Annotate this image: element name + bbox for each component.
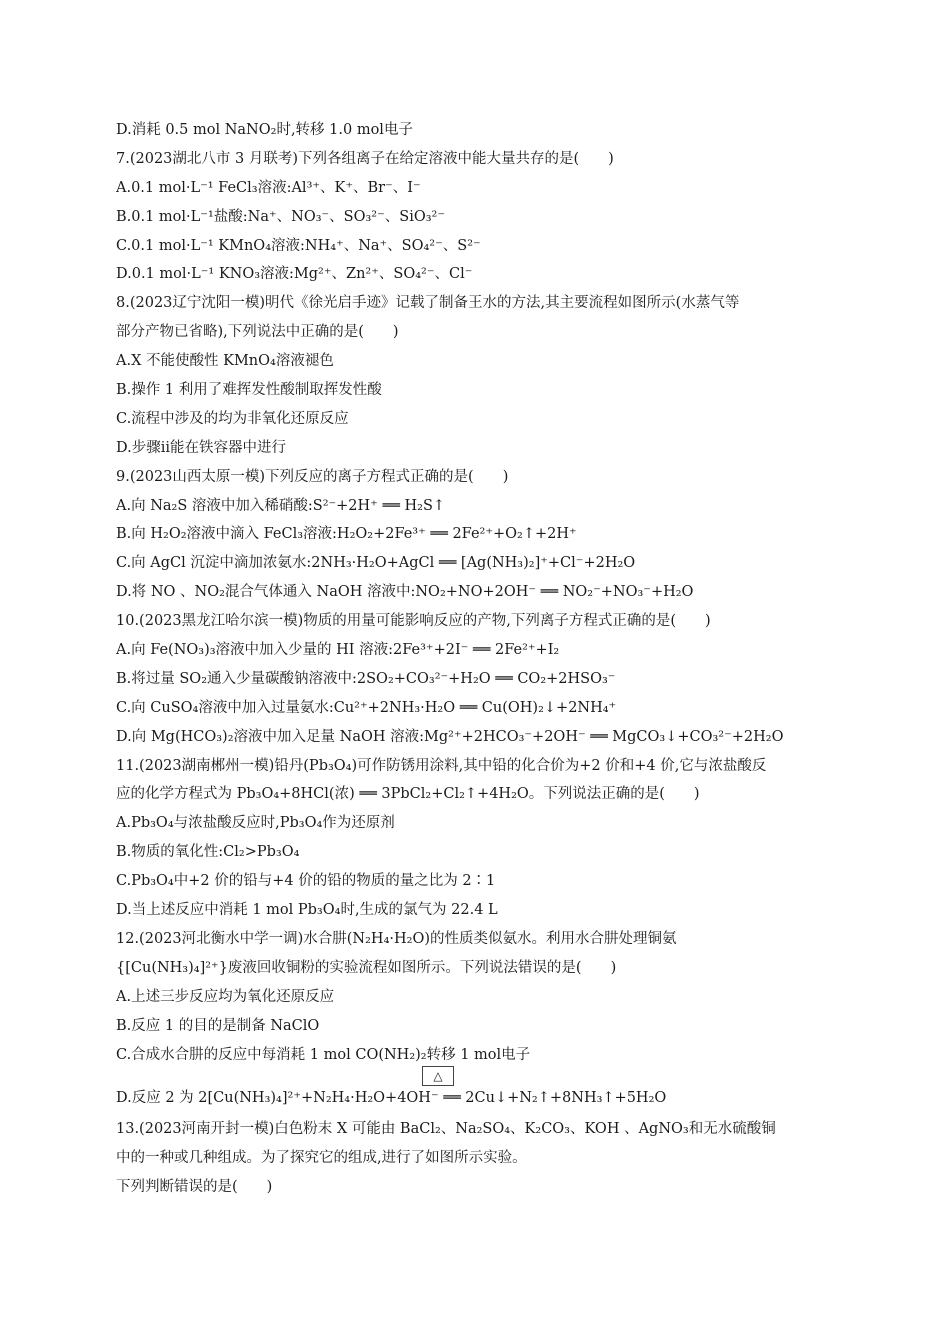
option-d: D.将 NO 、NO₂混合气体通入 NaOH 溶液中:NO₂+NO+2OH⁻ ══ NO₂⁻+NO₃⁻+H₂O [116, 584, 694, 601]
option-b: B.操作 1 利用了难挥发性酸制取挥发性酸 [116, 382, 382, 399]
question-13-stem-cont: 中的一种或几种组成。为了探究它的组成,进行了如图所示实验。 [116, 1150, 527, 1167]
option-b: B.向 H₂O₂溶液中滴入 FeCl₃溶液:H₂O₂+2Fe³⁺ ══ 2Fe²⁺+O₂↑+2H⁺ [116, 526, 577, 543]
option-c: C.合成水合肼的反应中每消耗 1 mol CO(NH₂)₂转移 1 mol电子 [116, 1046, 531, 1063]
option-b: B.物质的氧化性:Cl₂>Pb₃O₄ [116, 844, 300, 861]
question-text-block [116, 116, 832, 1202]
option-b: B.反应 1 的目的是制备 NaClO [116, 1017, 320, 1034]
option-a: A.向 Na₂S 溶液中加入稀硝酸:S²⁻+2H⁺ ══ H₂S↑ [116, 497, 446, 514]
question-11-stem: 11.(2023湖南郴州一模)铅丹(Pb₃O₄)可作防锈用涂料,其中铅的化合价为+2 价和+4 价,它与浓盐酸反 [116, 757, 767, 774]
question-12-stem: 12.(2023河北衡水中学一调)水合肼(N₂H₄·H₂O)的性质类似氨水。利用水合肼处理铜氨 [116, 930, 677, 947]
option-a: A.向 Fe(NO₃)₃溶液中加入少量的 HI 溶液:2Fe³⁺+2I⁻ ══ 2Fe²⁺+I₂ [116, 642, 560, 659]
question-13-prompt: 下列判断错误的是( ) [116, 1179, 273, 1196]
option-b: B.将过量 SO₂通入少量碳酸钠溶液中:2SO₂+CO₃²⁻+H₂O ══ CO₂+2HSO₃⁻ [116, 670, 616, 687]
option-a: A.上述三步反应均为氧化还原反应 [116, 988, 335, 1005]
question-8-stem: 8.(2023辽宁沈阳一模)明代《徐光启手迹》记载了制备王水的方法,其主要流程如图所示(水蒸气等 [116, 295, 740, 312]
option-d: D.步骤ii能在铁容器中进行 [116, 439, 286, 456]
option-a: A.0.1 mol·L⁻¹ FeCl₃溶液:Al³⁺、K⁺、Br⁻、I⁻ [116, 179, 421, 196]
option-d-wrapper [116, 1069, 832, 1115]
question-9-stem: 9.(2023山西太原一模)下列反应的离子方程式正确的是( ) [116, 468, 509, 485]
option-c: C.向 AgCl 沉淀中滴加浓氨水:2NH₃·H₂O+AgCl ══ [Ag(NH₃)₂]⁺+Cl⁻+2H₂O [116, 555, 636, 572]
heat-condition-icon: △ [422, 1066, 454, 1086]
option-b: B.0.1 mol·L⁻¹盐酸:Na⁺、NO₃⁻、SO₃²⁻、SiO₃²⁻ [116, 208, 446, 225]
option-c: C.Pb₃O₄中+2 价的铅与+4 价的铅的物质的量之比为 2∶1 [116, 873, 496, 890]
question-11-stem-cont: 应的化学方程式为 Pb₃O₄+8HCl(浓) ══ 3PbCl₂+Cl₂↑+4H₂O。下列说法正确的是( ) [116, 786, 700, 803]
question-13-stem: 13.(2023河南开封一模)白色粉末 X 可能由 BaCl₂、Na₂SO₄、K₂CO₃、KOH 、AgNO₃和无水硫酸铜 [116, 1121, 776, 1138]
question-7-stem: 7.(2023湖北八市 3 月联考)下列各组离子在给定溶液中能大量共存的是( ) [116, 150, 614, 167]
question-10-stem: 10.(2023黑龙江哈尔滨一模)物质的用量可能影响反应的产物,下列离子方程式正确的是( ) [116, 613, 711, 630]
option-d: D.向 Mg(HCO₃)₂溶液中加入足量 NaOH 溶液:Mg²⁺+2HCO₃⁻+2OH⁻ ══ MgCO₃↓+CO₃²⁻+2H₂O [116, 728, 784, 745]
option-c: C.流程中涉及的均为非氧化还原反应 [116, 410, 349, 427]
option-d: D.当上述反应中消耗 1 mol Pb₃O₄时,生成的氯气为 22.4 L [116, 902, 498, 919]
option-d: D.0.1 mol·L⁻¹ KNO₃溶液:Mg²⁺、Zn²⁺、SO₄²⁻、Cl⁻ [116, 266, 473, 283]
question-12-stem-cont: {[Cu(NH₃)₄]²⁺}废液回收铜粉的实验流程如图所示。下列说法错误的是( ) [116, 959, 617, 976]
option-a: A.X 不能使酸性 KMnO₄溶液褪色 [116, 353, 334, 370]
text-line: D.消耗 0.5 mol NaNO₂时,转移 1.0 mol电子 [116, 122, 413, 138]
option-c: C.0.1 mol·L⁻¹ KMnO₄溶液:NH₄⁺、Na⁺、SO₄²⁻、S²⁻ [116, 237, 481, 254]
option-c: C.向 CuSO₄溶液中加入过量氨水:Cu²⁺+2NH₃·H₂O ══ Cu(OH)₂↓+2NH₄⁺ [116, 699, 617, 716]
option-a: A.Pb₃O₄与浓盐酸反应时,Pb₃O₄作为还原剂 [116, 815, 395, 832]
option-d: D.反应 2 为 2[Cu(NH₃)₄]²⁺+N₂H₄·H₂O+4OH⁻ ══ 2Cu↓+N₂↑+8NH₃↑+5H₂O [116, 1090, 667, 1107]
question-8-stem-cont: 部分产物已省略),下列说法中正确的是( ) [116, 324, 399, 341]
